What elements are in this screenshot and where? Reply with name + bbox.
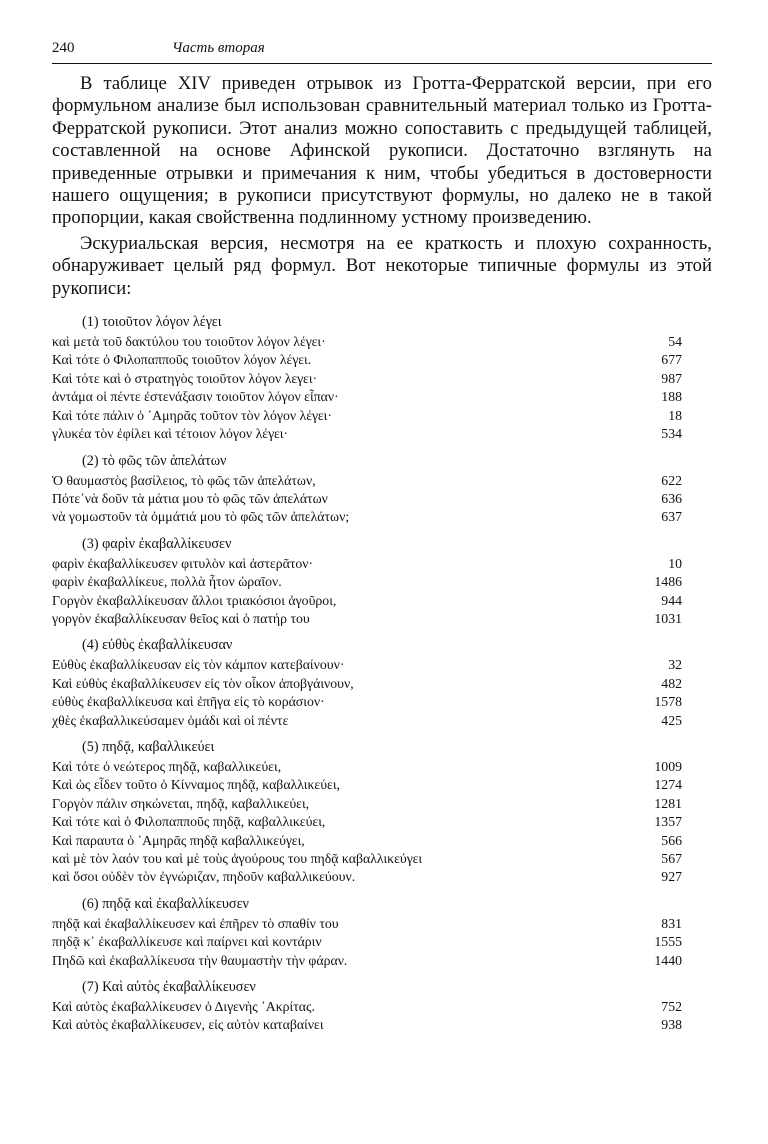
paragraph: Эскуриальская версия, несмотря на ее краткость и плохую сохранность, обнаруживает целый ряд формул. Вот некоторые типичные формулы из этой рукописи: — [52, 232, 712, 299]
page-header — [52, 40, 712, 62]
verse-line — [52, 1016, 682, 1034]
line-number: 1440 — [654, 952, 682, 968]
verse-text: Ὁ θαυμαστὸς βασίλειος, τὸ φῶς τῶν ἀπελάτων, — [52, 472, 316, 488]
verse-text: καὶ μετὰ τοῦ δακτύλου του τοιοῦτον λόγον λέγει· — [52, 334, 326, 350]
formula-group — [52, 977, 682, 1035]
paragraph: В таблице XIV приведен отрывок из Гротта-Ферратской версии, при его формульном анализе был использован сравнительный материал только из Гротта-Ферратской рукописи. Этот анализ можно сопоставить с предыдущей таблицей, составленной на основе Афинской рукописи. Достаточно взглянуть на приведенные отрывки и примечания к ним, чтобы убедиться в достоверности нашего ощущения; в рукописи присутствуют формулы, но далеко не в такой пропорции, какая свойственна подлинному устному произведению. — [52, 73, 712, 229]
line-number: 566 — [661, 832, 682, 848]
verse-text: Καὶ ὡς εἶδεν τοῦτο ὁ Κίνναμος πηδᾷ, καβαλλικεύει, — [52, 777, 340, 793]
verse-line — [52, 868, 682, 886]
line-number: 987 — [661, 370, 682, 386]
line-number: 1009 — [654, 758, 682, 774]
verse-line — [52, 758, 682, 776]
line-number: 1578 — [654, 694, 682, 710]
verse-text: Καὶ τότε ὁ Φιλοπαπποῦς τοιοῦτον λόγον λέγει. — [52, 352, 312, 368]
verse-text: πηδᾷ καὶ ἐκαβαλλίκευσεν καὶ ἐπῆρεν τὸ σπαθίν του — [52, 915, 339, 931]
verse-line — [52, 508, 682, 526]
verse-text: εὐθὺς ἐκαβαλλίκευσα καὶ ἐπῆγα εἰς τὸ κοράσιον· — [52, 694, 325, 710]
line-number: 1486 — [654, 574, 682, 590]
formula-group-title: (4) εὐθὺς ἐκαβαλλίκευσαν — [82, 637, 233, 654]
running-title: Часть вторая — [172, 40, 265, 56]
formula-group-title: (1) τοιοῦτον λόγον λέγει — [82, 314, 222, 331]
line-number: 1281 — [654, 795, 682, 811]
verse-line — [52, 333, 682, 351]
line-number: 752 — [661, 999, 682, 1015]
verse-text: Πότε᾽νὰ δοῦν τὰ μάτια μου τὸ φῶς τῶν ἀπελάτων — [52, 490, 328, 506]
verse-text: Καὶ τότε πάλιν ὁ ᾿Αμηρᾶς τοῦτον τὸν λόγον λέγει· — [52, 407, 332, 423]
line-number: 32 — [668, 657, 682, 673]
verse-line — [52, 370, 682, 388]
verse-text: πηδᾷ κ᾽ ἐκαβαλλίκευσε καὶ παίρνει καὶ κοντάριν — [52, 934, 322, 950]
verse-text: Καὶ αὐτὸς ἐκαβαλλίκευσεν, εἰς αὐτὸν καταβαίνει — [52, 1017, 324, 1033]
verse-text: φαρὶν ἐκαβαλλίκευε, πολλὰ ἦτον ὡραῖον. — [52, 574, 282, 590]
verse-line — [52, 610, 682, 628]
verse-line — [52, 952, 682, 970]
verse-line — [52, 388, 682, 406]
line-number: 944 — [661, 592, 682, 608]
verse-line — [52, 832, 682, 850]
verse-line — [52, 351, 682, 369]
verse-line — [52, 693, 682, 711]
verse-text: Καὶ τότε καὶ ὁ Φιλοπαπποῦς πηδᾷ, καβαλλικεύει, — [52, 814, 326, 830]
verse-text: καὶ μὲ τὸν λαόν του καὶ μὲ τοὺς ἀγούρους του πηδᾷ καβαλλικεύγει — [52, 851, 423, 866]
formula-group-title: (3) φαρὶν ἐκαβαλλίκευσεν — [82, 535, 232, 552]
verse-text: καὶ ὅσοι οὐδὲν τὸν ἐγνώριζαν, πηδοῦν καβαλλικεύουν. — [52, 869, 356, 885]
line-number: 1357 — [654, 814, 682, 830]
verse-line — [52, 555, 682, 573]
verse-text: χθὲς ἐκαβαλλικεύσαμεν ὁμάδι καὶ οἱ πέντε — [52, 712, 289, 728]
line-number: 534 — [661, 426, 682, 442]
book-page — [52, 40, 712, 1042]
formula-list — [52, 312, 712, 1035]
verse-text: Καὶ εὐθὺς ἐκαβαλλίκευσεν εἰς τὸν οἶκον ἀποβγάινουν, — [52, 675, 354, 691]
formula-group — [52, 534, 682, 629]
verse-text: Καὶ τότε ὁ νεώτερος πηδᾷ, καβαλλικεύει, — [52, 758, 282, 774]
line-number: 622 — [661, 472, 682, 488]
verse-line — [52, 472, 682, 490]
verse-line — [52, 407, 682, 425]
formula-group-title: (2) τὸ φῶς τῶν ἀπελάτων — [82, 452, 227, 469]
line-number: 10 — [668, 555, 682, 571]
verse-text: Πηδῶ καὶ ἐκαβαλλίκευσα τὴν θαυμαστὴν τὴν φάραν. — [52, 952, 348, 968]
line-number: 677 — [661, 352, 682, 368]
line-number: 188 — [661, 389, 682, 405]
line-number: 637 — [661, 509, 682, 525]
verse-text: φαρὶν ἐκαβαλλίκευσεν φιτυλὸν καὶ ἀστερᾶτον· — [52, 555, 314, 571]
formula-group-title: (5) πηδᾷ, καβαλλικεύει — [82, 738, 215, 755]
verse-line — [52, 425, 682, 443]
verse-line — [52, 795, 682, 813]
verse-line — [52, 573, 682, 591]
formula-group — [52, 894, 682, 970]
header-rule — [52, 63, 712, 64]
line-number: 482 — [661, 675, 682, 691]
verse-text: Γοργὸν πάλιν σηκώνεται, πηδᾷ, καβαλλικεύει, — [52, 795, 310, 811]
line-number: 54 — [668, 334, 682, 350]
formula-group-title: (7) Καὶ αὐτὸς ἐκαβαλλίκευσεν — [82, 979, 256, 996]
line-number: 831 — [661, 915, 682, 931]
verse-text: Καὶ τότε καὶ ὁ στρατηγὸς τοιοῦτον λόγον λεγει· — [52, 370, 318, 386]
verse-line — [52, 933, 682, 951]
line-number: 927 — [661, 869, 682, 885]
body-text — [52, 73, 712, 300]
verse-line — [52, 850, 682, 868]
verse-text: γλυκέα τὸν ἐφίλει καὶ τέτοιον λόγον λέγει· — [52, 426, 289, 442]
verse-line — [52, 675, 682, 693]
verse-line — [52, 490, 682, 508]
formula-group — [52, 312, 682, 443]
verse-line — [52, 712, 682, 730]
verse-line — [52, 656, 682, 674]
verse-text: Εὐθὺς ἐκαβαλλίκευσαν εἰς τὸν κάμπον κατεβαίνουν· — [52, 657, 345, 673]
verse-text: νὰ γομωστοῦν τὰ ὀμμάτιά μου τὸ φῶς τῶν ἀπελάτων; — [52, 509, 350, 525]
verse-text: Καὶ παραυτα ὁ ᾿Αμηρᾶς πηδᾷ καβαλλικεύγει, — [52, 832, 305, 848]
line-number: 1555 — [654, 934, 682, 950]
line-number: 18 — [668, 407, 682, 423]
formula-group — [52, 737, 682, 887]
line-number: 636 — [661, 490, 682, 506]
line-number: 938 — [661, 1017, 682, 1033]
verse-line — [52, 813, 682, 831]
verse-text: Καὶ αὐτὸς ἐκαβαλλίκευσεν ὁ Διγενὴς ᾿Ακρίτας. — [52, 999, 315, 1015]
line-number: 1031 — [654, 610, 682, 626]
verse-text: γοργὸν ἐκαβαλλίκευσαν θεῖος καὶ ὁ πατήρ του — [52, 610, 310, 626]
line-number: 567 — [661, 851, 682, 866]
verse-text: ἀντάμα οἱ πέντε ἐστενάξασιν τοιοῦτον λόγον εἶπαν· — [52, 389, 339, 405]
page-number: 240 — [52, 40, 75, 56]
verse-text: Γοργὸν ἐκαβαλλίκευσαν ἄλλοι τριακόσιοι ἀγοῦροι, — [52, 592, 337, 608]
verse-line — [52, 998, 682, 1016]
line-number: 1274 — [654, 777, 682, 793]
verse-line — [52, 776, 682, 794]
line-number: 425 — [661, 712, 682, 728]
verse-line — [52, 592, 682, 610]
formula-group — [52, 451, 682, 527]
formula-group — [52, 635, 682, 730]
verse-line — [52, 915, 682, 933]
formula-group-title: (6) πηδᾷ καὶ ἐκαβαλλίκευσεν — [82, 895, 249, 912]
